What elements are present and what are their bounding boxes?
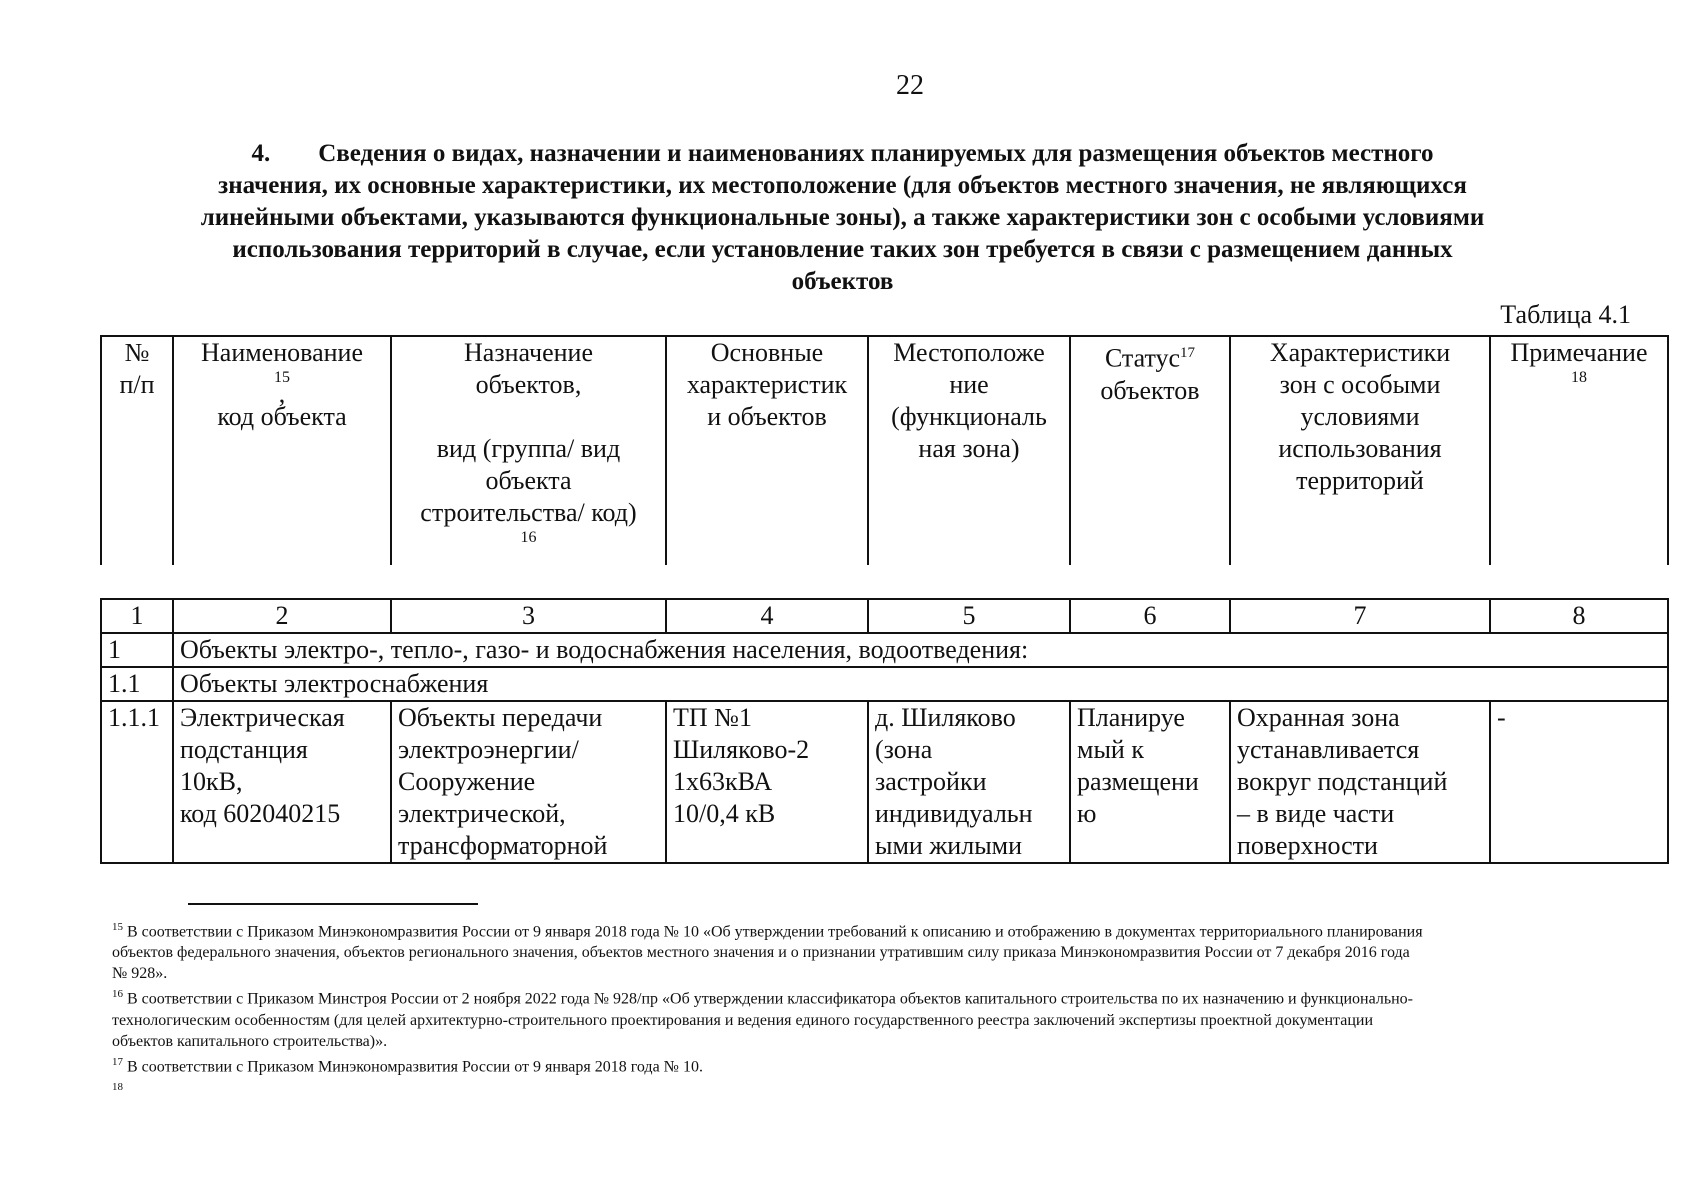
header-cell-purpose: Назначение объектов, вид (группа/ вид объекта строительства/ код) 16 <box>391 336 666 565</box>
footnote-ref: 17 <box>1180 345 1196 361</box>
footnote-17: $^{17}$ В соответствии с Приказом Минэкономразвития России от 9 января 2018 года № 10. <box>112 1055 703 1075</box>
header-cell-number: № п/п <box>101 336 173 565</box>
section-number: 1 <box>101 633 173 667</box>
footnotes: $^{15}$ В соответствии с Приказом Минэкономразвития России от 9 января 2018 года № 10 «Об утверждении требований к описанию и отображению в документах территориального планирования объектов федерального значения, объектов регионального значения, объектов местного значения и о признании утратившим силу приказа Минэкономразвития России от 7 декабря 2016 года № 928». $^{16}$ В соответствии с Приказом Минстроя России от 2 ноября 2022 года № 928/пр «Об утверждении классификатора объектов капитального строительства по их назначению и функционально- технологическим особенностям (для целей архитектурно-строительного проектирования и ведения единого государственного реестра заключений экспертизы проектной документации объектов капитального строительства)». $^{17}$ В соответствии с Приказом Минэкономразвития России от 9 января 2018 года № 10. $^{18}$ <box>112 917 1642 1102</box>
header-cell-location: Местоположе ние (функциональ ная зона) <box>868 336 1070 565</box>
object-purpose-cell: Объекты передачи электроэнергии/ Сооружение электрической, трансформаторной <box>391 701 666 863</box>
object-name-cell: Электрическая подстанция 10кВ, код 602040215 <box>173 701 391 863</box>
column-number: 8 <box>1490 599 1668 633</box>
object-note-cell: - <box>1490 701 1668 863</box>
column-number: 3 <box>391 599 666 633</box>
heading-line: значения, их основные характеристики, их местоположение (для объектов местного значения, не являющихся <box>218 172 1467 199</box>
object-status-cell: Планируе мый к размещени ю <box>1070 701 1230 863</box>
header-cell-status: Статус$^{17}$ объектов <box>1070 336 1230 565</box>
footnote-15: $^{15}$ В соответствии с Приказом Минэкономразвития России от 9 января 2018 года № 10 «Об утверждении требований к описанию и отображению в документах территориального планирования <box>112 921 1423 941</box>
column-number: 6 <box>1070 599 1230 633</box>
heading-line: использования территорий в случае, если установление таких зон требуется в связи с размещением данных <box>232 236 1453 263</box>
heading-number: 4. <box>251 140 271 167</box>
footnote-16: $^{16}$ В соответствии с Приказом Минстроя России от 2 ноября 2022 года № 928/пр «Об утверждении классификатора объектов капитального строительства по их назначению и функционально- <box>112 988 1413 1008</box>
footnote-18: 18 <box>112 1080 123 1093</box>
table-body <box>100 598 1669 864</box>
section-title: Объекты электро-, тепло-, газо- и водоснабжения населения, водоотведения: <box>173 633 1668 667</box>
table-row <box>101 701 1668 863</box>
table-label: Таблица 4.1 <box>1500 300 1631 329</box>
section-title: Объекты электроснабжения <box>173 667 1668 701</box>
column-number: 7 <box>1230 599 1490 633</box>
object-location-cell: д. Шиляково (зона застройки индивидуальн ыми жилыми <box>868 701 1070 863</box>
column-number: 2 <box>173 599 391 633</box>
section-heading <box>130 138 1555 298</box>
column-number: 4 <box>666 599 868 633</box>
subsection-row <box>101 667 1668 701</box>
row-number: 1.1.1 <box>101 701 173 863</box>
table-header <box>100 335 1669 565</box>
footnote-ref: 18 <box>1571 369 1587 386</box>
footnote-ref: 16 <box>520 529 537 546</box>
footnote-ref: 15 <box>274 369 290 386</box>
column-number: 5 <box>868 599 1070 633</box>
column-number-row <box>101 599 1668 633</box>
header-cell-note: Примечание 18 <box>1490 336 1668 565</box>
heading-line: Сведения о видах, назначении и наименованиях планируемых для размещения объектов местного <box>318 140 1434 167</box>
page-number: 22 <box>896 70 924 101</box>
object-characteristics-cell: ТП №1 Шиляково-2 1х63кВА 10/0,4 кВ <box>666 701 868 863</box>
section-row <box>101 633 1668 667</box>
heading-line: линейными объектами, указываются функциональные зоны), а также характеристики зон с особыми условиями <box>200 204 1485 231</box>
footnote-divider <box>188 903 478 905</box>
column-number: 1 <box>101 599 173 633</box>
heading-line: объектов <box>791 268 894 295</box>
header-cell-characteristics: Основные характеристик и объектов <box>666 336 868 565</box>
object-zones-cell: Охранная зона устанавливается вокруг подстанций – в виде части поверхности <box>1230 701 1490 863</box>
header-cell-name: Наименование 15 , код объекта <box>173 336 391 565</box>
header-cell-zones: Характеристики зон с особыми условиями использования территорий <box>1230 336 1490 565</box>
section-number: 1.1 <box>101 667 173 701</box>
